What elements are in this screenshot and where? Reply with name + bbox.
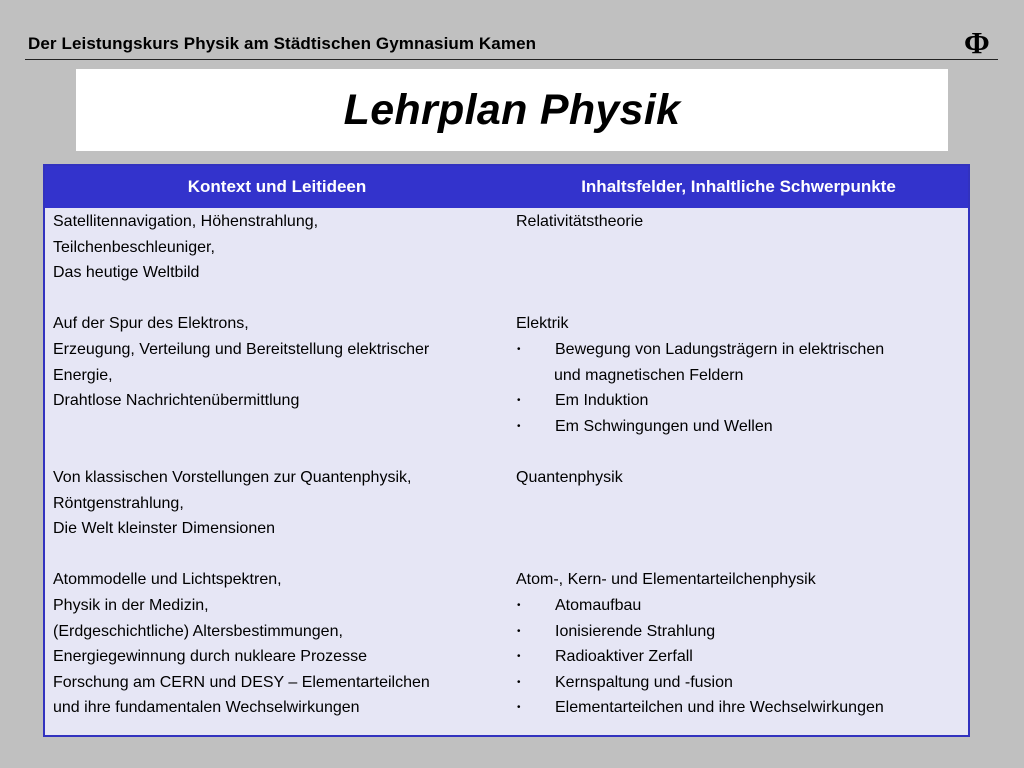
context-line: Auf der Spur des Elektrons, <box>53 315 249 333</box>
context-line: Teilchenbeschleuniger, <box>53 238 215 256</box>
bullet-item <box>516 388 966 414</box>
bullet-item <box>516 670 966 696</box>
spacer <box>516 516 966 542</box>
bullet-text: Ionisierende Strahlung <box>555 622 716 640</box>
bullet-text: Radioaktiver Zerfall <box>555 648 693 666</box>
bullet-icon: • <box>517 651 521 663</box>
spacer <box>516 491 966 517</box>
bullet-text: Em Schwingungen und Wellen <box>555 417 773 435</box>
context-line: Das heutige Weltbild <box>53 264 200 282</box>
bullet-item <box>516 619 966 645</box>
bullet-icon: • <box>517 676 521 688</box>
context-line: Röntgenstrahlung, <box>53 494 184 512</box>
context-line: und ihre fundamentalen Wechselwirkungen <box>53 699 360 717</box>
bullet-text: Elementarteilchen und ihre Wechselwirkungen <box>555 699 884 717</box>
content-field-title: Relativitätstheorie <box>516 213 644 230</box>
bullet-item <box>516 337 966 363</box>
context-line: Physik in der Medizin, <box>53 596 209 614</box>
context-line: Die Welt kleinster Dimensionen <box>53 520 276 538</box>
spacer <box>516 235 966 261</box>
spacer <box>516 260 966 286</box>
content-field-title: Elektrik <box>516 315 569 333</box>
context-column <box>53 209 503 721</box>
context-line: Energiegewinnung durch nukleare Prozesse <box>53 648 367 666</box>
context-line: Von klassischen Vorstellungen zur Quantenphysik, <box>53 468 412 486</box>
column-header-context: Kontext und Leitideen <box>187 177 367 196</box>
bullet-icon: • <box>517 702 521 714</box>
column-header-content-fields: Inhaltsfelder, Inhaltliche Schwerpunkte <box>581 177 896 196</box>
bullet-item <box>516 644 966 670</box>
section-gap <box>53 439 503 465</box>
bullet-icon: • <box>517 343 521 355</box>
section-gap <box>516 542 966 568</box>
bullet-text: Bewegung von Ladungsträgern in elektrischen <box>555 340 885 358</box>
context-line: Atommodelle und Lichtspektren, <box>53 571 282 589</box>
section-gap <box>516 286 966 312</box>
context-line: (Erdgeschichtliche) Altersbestimmungen, <box>53 622 343 640</box>
bullet-icon: • <box>517 395 521 407</box>
bullet-icon: • <box>517 625 521 637</box>
context-line: Energie, <box>53 366 113 384</box>
content-field-title: Atom-, Kern- und Elementarteilchenphysik <box>516 571 816 589</box>
section-gap <box>53 286 503 312</box>
bullet-item <box>516 414 966 440</box>
table-header-row <box>45 166 968 208</box>
slide-title: Lehrplan Physik <box>343 85 681 134</box>
context-line: Forschung am CERN und DESY – Elementarteilchen <box>53 673 430 691</box>
bullet-icon: • <box>517 599 521 611</box>
bullet-text: Kernspaltung und -fusion <box>555 673 733 691</box>
header-text: Der Leistungskurs Physik am Städtischen Gymnasium Kamen <box>28 34 537 53</box>
curriculum-table <box>43 164 970 737</box>
phi-logo: Φ <box>964 25 990 60</box>
section-gap <box>516 439 966 465</box>
content-fields-column <box>516 209 966 721</box>
spacer <box>53 414 503 440</box>
bullet-text: Atomaufbau <box>555 596 642 614</box>
header-divider <box>25 59 998 60</box>
section-gap <box>53 542 503 568</box>
title-box <box>76 69 948 151</box>
bullet-text: Em Induktion <box>555 392 649 410</box>
bullet-continuation: und magnetischen Feldern <box>554 366 744 384</box>
context-line: Satellitennavigation, Höhenstrahlung, <box>53 213 319 230</box>
bullet-item <box>516 695 966 721</box>
bullet-icon: • <box>517 420 521 432</box>
bullet-item <box>516 593 966 619</box>
content-field-title: Quantenphysik <box>516 468 623 486</box>
context-line: Erzeugung, Verteilung und Bereitstellung elektrischer <box>53 340 430 358</box>
context-line: Drahtlose Nachrichtenübermittlung <box>53 392 300 410</box>
